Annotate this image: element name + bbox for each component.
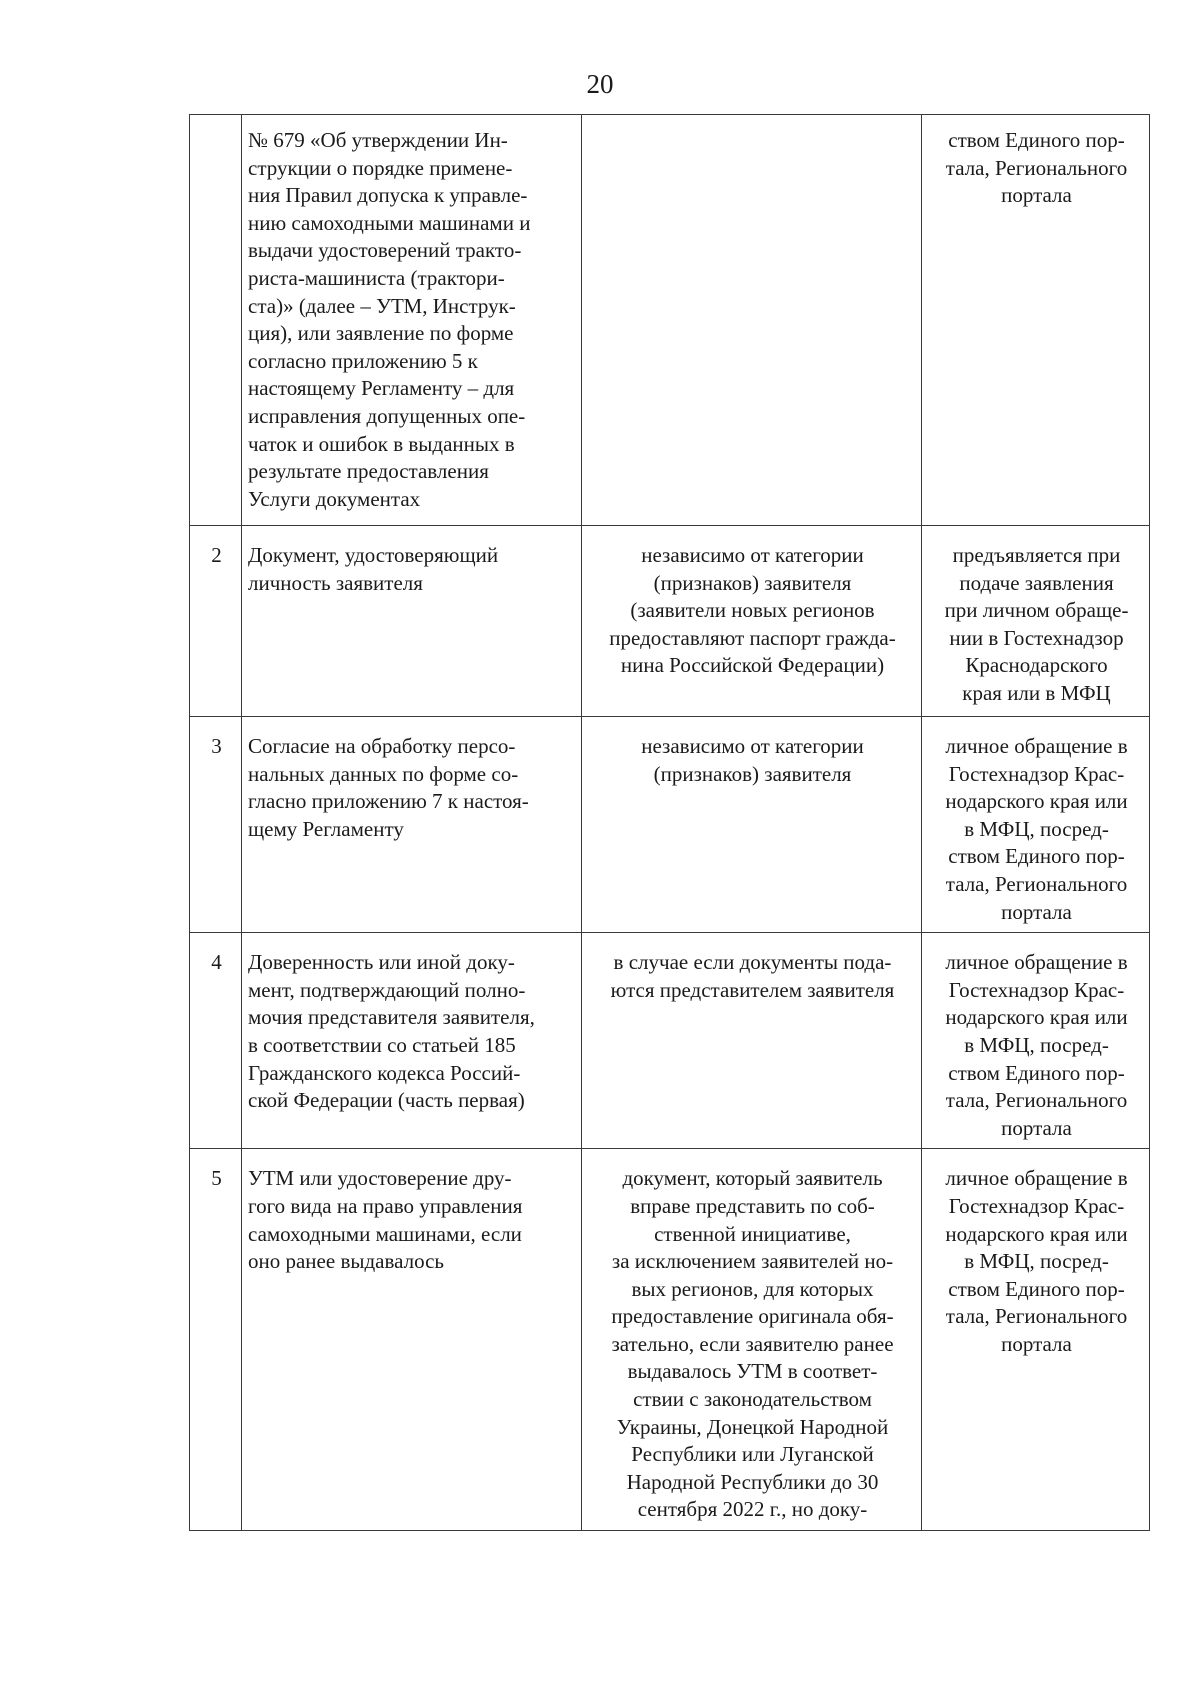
method-cell xyxy=(922,717,1150,933)
table-row xyxy=(190,115,1150,526)
method-text: ством Единого пор- тала, Регионального портала xyxy=(945,128,1128,208)
table-row xyxy=(190,526,1150,717)
condition-cell xyxy=(582,115,922,526)
table-row xyxy=(190,933,1150,1149)
row-number-cell xyxy=(190,717,242,933)
row-number: 5 xyxy=(211,1166,222,1191)
document-name: Согласие на обработку персо- нальных данных по форме со- гласно приложению 7 к настоя- щему Регламенту xyxy=(248,734,529,841)
row-number: 4 xyxy=(211,950,222,975)
row-number-cell xyxy=(190,1149,242,1531)
table-row xyxy=(190,1149,1150,1531)
method-text: личное обращение в Гостехнадзор Крас- нодарского края или в МФЦ, посред- ством Единого пор- тала, Регионального портала xyxy=(945,1166,1128,1356)
condition-cell xyxy=(582,717,922,933)
condition-text: независимо от категории (признаков) заявителя xyxy=(641,734,864,786)
method-cell xyxy=(922,115,1150,526)
condition-text: документ, который заявитель вправе представить по соб- ственной инициативе, за исключением заявителей но- вых регионов, для которых предоставление оригинала обя- зательно, если заявителю ранее выдавалось УТМ в соответ- ствии с законодательством Украины, Донецкой Народной Республики или Луганской Народной Республики до 30 сентября 2022 г., но доку- xyxy=(611,1166,894,1522)
method-cell xyxy=(922,1149,1150,1531)
condition-cell xyxy=(582,1149,922,1531)
document-name-cell xyxy=(242,115,582,526)
row-number-cell xyxy=(190,526,242,717)
method-text: предъявляется при подаче заявления при личном обраще- нии в Гостехнадзор Краснодарского края или в МФЦ xyxy=(944,543,1129,705)
row-number-cell xyxy=(190,933,242,1149)
document-name-cell xyxy=(242,1149,582,1531)
row-number: 2 xyxy=(211,543,222,567)
document-name-cell xyxy=(242,526,582,717)
document-name: УТМ или удостоверение дру- гого вида на право управления самоходными машинами, если оно ранее выдавалось xyxy=(248,1166,523,1274)
condition-cell xyxy=(582,526,922,717)
condition-text: в случае если документы пода- ются представителем заявителя xyxy=(610,950,895,1002)
method-cell xyxy=(922,526,1150,717)
document-name-cell xyxy=(242,933,582,1149)
row-number-cell xyxy=(190,115,242,526)
method-cell xyxy=(922,933,1150,1149)
row-number: 3 xyxy=(211,734,222,758)
table-row xyxy=(190,717,1150,933)
condition-text: независимо от категории (признаков) заявителя (заявители новых регионов предоставляют паспорт гражда- нина Российской Федерации) xyxy=(609,543,896,678)
condition-cell xyxy=(582,933,922,1149)
method-text: личное обращение в Гостехнадзор Крас- нодарского края или в МФЦ, посред- ством Единого пор- тала, Регионального портала xyxy=(945,950,1128,1140)
document-name: № 679 «Об утверждении Ин- струкции о порядке примене- ния Правил допуска к управле- нию самоходными машинами и выдачи удостоверений тракто- риста-машиниста (трактори- ста)» (далее – УТМ, Инструк- ция), или заявление по форме согласно приложению 5 к настоящему Регламенту – для исправления допущенных опе- чаток и ошибок в выданных в результате предоставления Услуги документах xyxy=(248,128,531,511)
document-name-cell xyxy=(242,717,582,933)
documents-table xyxy=(189,114,1150,1531)
document-name: Документ, удостоверяющий личность заявителя xyxy=(248,543,499,595)
page-number: 20 xyxy=(586,69,614,99)
method-text: личное обращение в Гостехнадзор Крас- нодарского края или в МФЦ, посред- ством Единого пор- тала, Регионального портала xyxy=(945,734,1128,924)
document-name: Доверенность или иной доку- мент, подтверждающий полно- мочия представителя заявителя, в соответствии со статьей 185 Гражданского кодекса Россий- ской Федерации (часть первая) xyxy=(248,950,535,1113)
